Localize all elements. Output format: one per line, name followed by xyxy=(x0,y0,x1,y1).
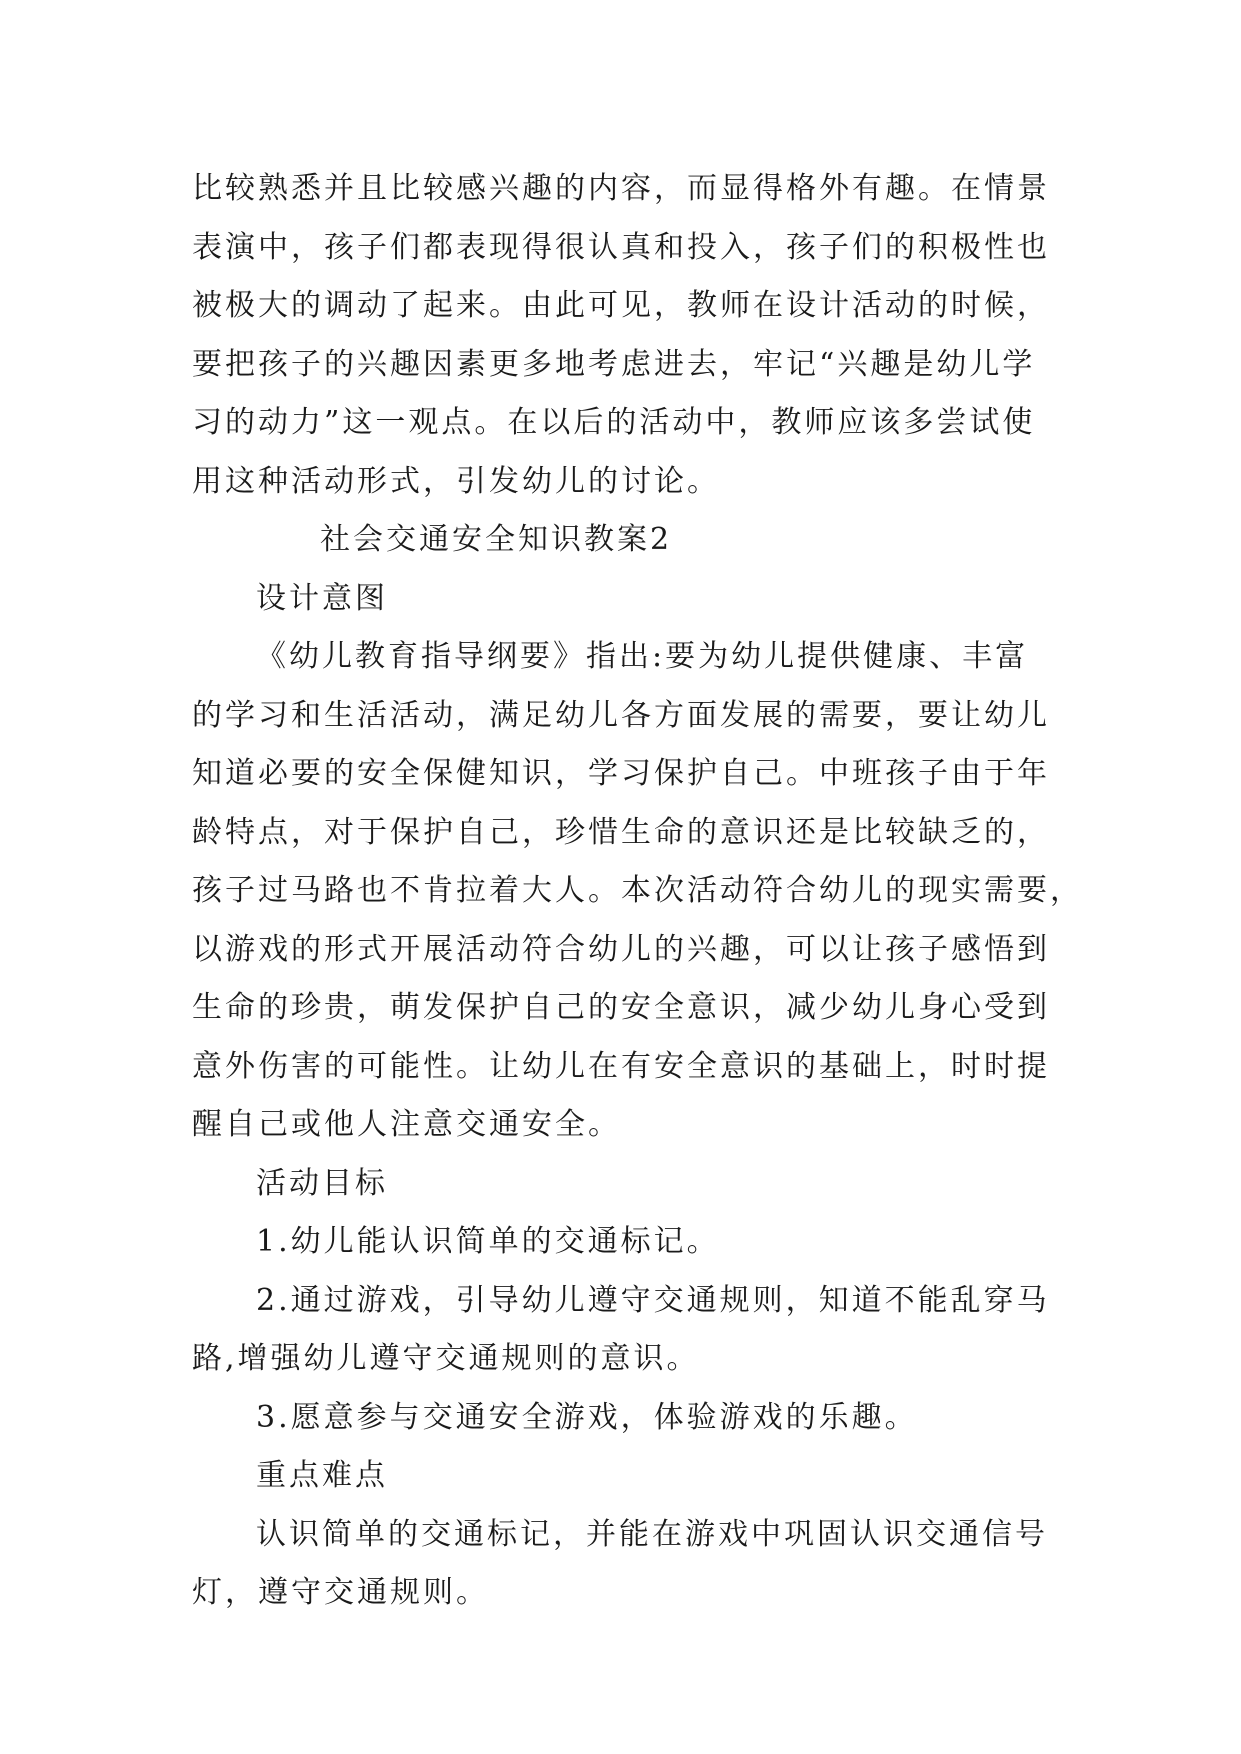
heading-text: 重点难点 xyxy=(256,1458,388,1493)
goal-item-2 xyxy=(192,1272,1052,1389)
text-line: 用这种活动形式，引发幼儿的讨论。 xyxy=(192,463,720,499)
text-line: 要把孩子的兴趣因素更多地考虑进去，牢记“兴趣是幼儿学 xyxy=(192,346,1036,382)
text-line: 1.幼儿能认识简单的交通标记。 xyxy=(256,1224,720,1259)
key-points-heading xyxy=(192,1447,1052,1506)
text-line: 灯，遵守交通规则。 xyxy=(192,1575,489,1610)
heading-text: 活动目标 xyxy=(256,1165,388,1201)
text-line: 意外伤害的可能性。让幼儿在有安全意识的基础上，时时提 xyxy=(192,1048,1050,1084)
text-line: 认识简单的交通标记，并能在游戏中巩固认识交通信号 xyxy=(256,1516,1048,1552)
text-line: 表演中，孩子们都表现得很认真和投入，孩子们的积极性也 xyxy=(192,229,1050,265)
text-line: 以游戏的形式开展活动符合幼儿的兴趣，可以让孩子感悟到 xyxy=(192,931,1050,967)
key-points-text xyxy=(192,1506,1052,1623)
text-line: 3.愿意参与交通安全游戏，体验游戏的乐趣。 xyxy=(256,1399,918,1435)
text-line: 《幼儿教育指导纲要》指出:要为幼儿提供健康、丰富 xyxy=(256,639,1029,674)
text-line: 孩子过马路也不肯拉着大人。本次活动符合幼儿的现实需要， xyxy=(192,873,1083,908)
paragraph-design-intent xyxy=(192,628,1083,1155)
goal-item-1 xyxy=(192,1213,1052,1272)
text-line: 的学习和生活活动，满足幼儿各方面发展的需要，要让幼儿 xyxy=(192,697,1050,733)
document-body xyxy=(192,160,1083,1623)
text-line: 知道必要的安全保健知识，学习保护自己。中班孩子由于年 xyxy=(192,756,1050,791)
text-line: 路,增强幼儿遵守交通规则的意识。 xyxy=(192,1341,700,1376)
heading-line xyxy=(192,511,1052,628)
text-line: 习的动力”这一观点。在以后的活动中，教师应该多尝试使 xyxy=(192,405,1036,440)
paragraph-reflection xyxy=(192,160,1052,511)
text-line: 生命的珍贵，萌发保护自己的安全意识，减少幼儿身心受到 xyxy=(192,990,1050,1025)
text-line: 被极大的调动了起来。由此可见，教师在设计活动的时候， xyxy=(192,288,1050,323)
text-line: 2.通过游戏，引导幼儿遵守交通规则，知道不能乱穿马 xyxy=(256,1282,1050,1318)
goal-item-3 xyxy=(192,1389,1052,1448)
design-intent-heading: 设计意图 xyxy=(256,580,388,616)
lesson-title: 社会交通安全知识教案2 xyxy=(320,522,673,557)
text-line: 比较熟悉并且比较感兴趣的内容，而显得格外有趣。在情景 xyxy=(192,171,1050,206)
section-heading xyxy=(192,511,1052,628)
text-line: 醒自己或他人注意交通安全。 xyxy=(192,1107,621,1142)
text-line: 龄特点，对于保护自己，珍惜生命的意识还是比较缺乏的， xyxy=(192,814,1050,850)
goals-heading xyxy=(192,1155,1052,1214)
